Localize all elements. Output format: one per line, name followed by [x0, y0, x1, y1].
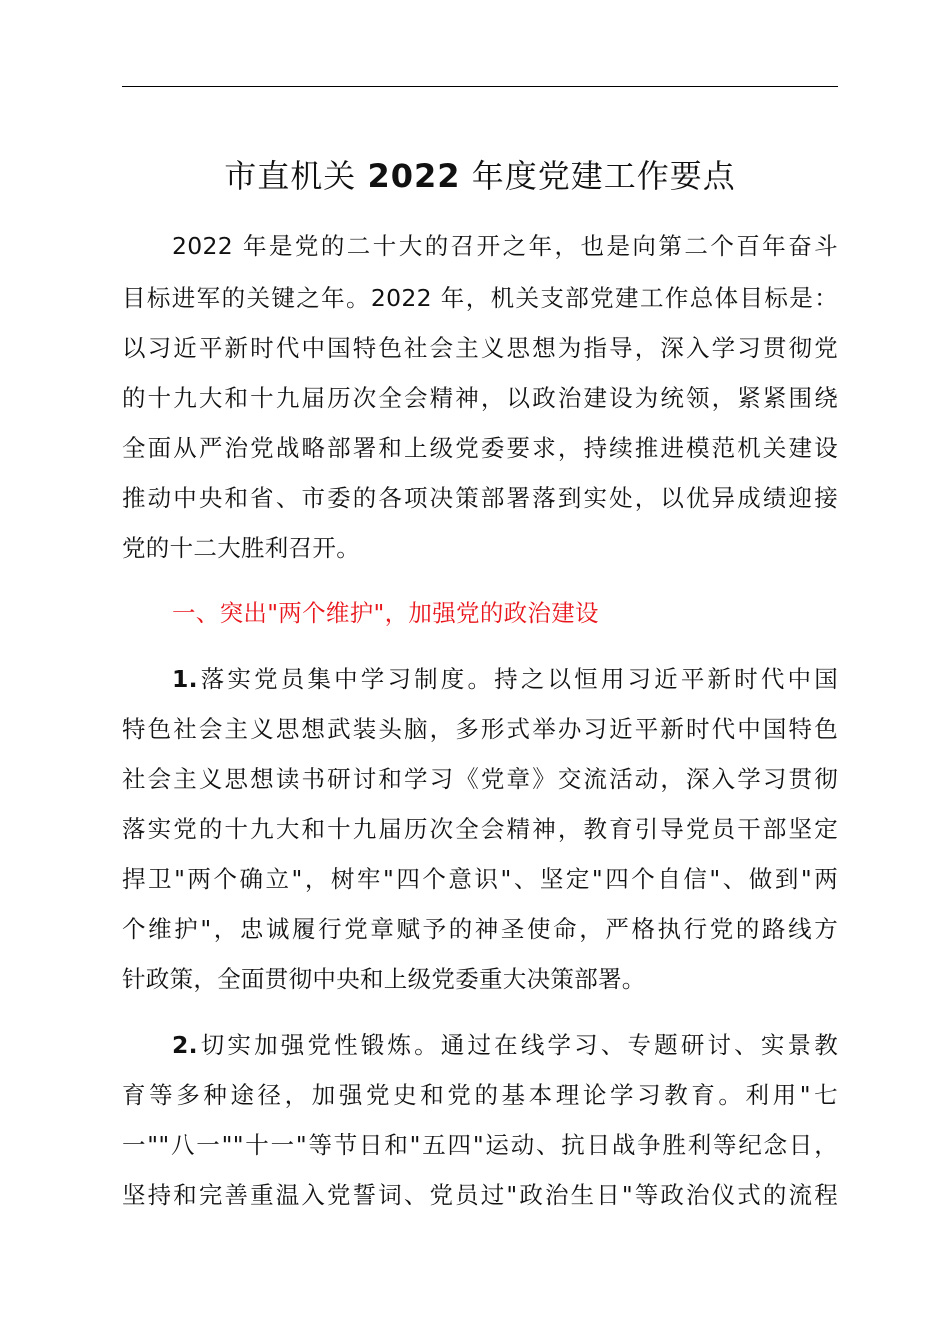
intro-line: 全面从严治党战略部署和上级党委要求，持续推进模范机关建设 [122, 434, 838, 462]
item1-line: 特色社会主义思想武装头脑，多形式举办习近平新时代中国特色 [122, 715, 838, 743]
item1-line: 针政策，全面贯彻中央和上级党委重大决策部署。 [122, 965, 646, 993]
title-year: 2022 [367, 157, 461, 195]
item1-line: 个维护"，忠诚履行党章赋予的神圣使命，严格执行党的路线方 [122, 915, 838, 943]
header-rule [122, 86, 838, 87]
intro-line: 的十九大和十九届历次全会精神，以政治建设为统领，紧紧围绕 [122, 384, 838, 412]
item2-first-line [172, 1030, 838, 1060]
intro-line: 目标进军的关键之年。2022 年，机关支部党建工作总体目标是： [122, 284, 838, 312]
item1-line: 捍卫"两个确立"，树牢"四个意识"、坚定"四个自信"、做到"两 [122, 865, 838, 893]
intro-line: 以习近平新时代中国特色社会主义思想为指导，深入学习贯彻党 [122, 334, 838, 362]
item1-first-text: 落实党员集中学习制度。持之以恒用习近平新时代中国 [197, 665, 838, 693]
item1-line: 社会主义思想读书研讨和学习《党章》交流活动，深入学习贯彻 [122, 765, 838, 793]
item2-line: 一""八一""十一"等节日和"五四"运动、抗日战争胜利等纪念日， [122, 1131, 838, 1159]
intro-line: 2022 年是党的二十大的召开之年，也是向第二个百年奋斗 [172, 232, 838, 260]
intro-line: 党的十二大胜利召开。 [122, 534, 360, 562]
intro-line: 推动中央和省、市委的各项决策部署落到实处，以优异成绩迎接 [122, 484, 838, 512]
item1-first-line [172, 664, 838, 694]
item2-line: 育等多种途径，加强党史和党的基本理论学习教育。利用"七 [122, 1081, 838, 1109]
item1-number: 1. [172, 665, 198, 693]
item2-line: 坚持和完善重温入党誓词、党员过"政治生日"等政治仪式的流程 [122, 1181, 838, 1209]
section-heading: 一、突出"两个维护"，加强党的政治建设 [172, 599, 599, 627]
item2-number: 2. [172, 1031, 198, 1059]
title-prefix: 市直机关 [224, 157, 357, 195]
document-title [122, 152, 838, 200]
item1-line: 落实党的十九大和十九届历次全会精神，教育引导党员干部坚定 [122, 815, 838, 843]
item2-first-text: 切实加强党性锻炼。通过在线学习、专题研讨、实景教 [197, 1031, 838, 1059]
title-suffix: 年度党建工作要点 [471, 157, 736, 195]
